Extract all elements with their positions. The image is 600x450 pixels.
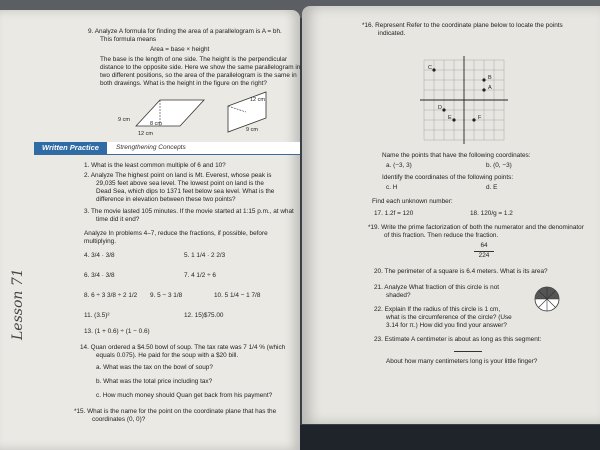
question-2-line-2: 29,035 feet above sea level. The lowest point on land is the (96, 180, 264, 187)
question-14c: c. How much money should Quan get back from his payment? (96, 392, 273, 399)
point-d (442, 108, 445, 111)
question-3-line-2: time did it end? (96, 216, 140, 223)
question-21-line-1: 21. Analyze What fraction of this circle is not (374, 284, 500, 291)
question-17: 17. 1.2f = 120 (374, 210, 414, 217)
question-18: 18. 120/g = 1.2 (470, 210, 513, 217)
identify-c: c. H (386, 184, 398, 191)
question-16-line-1: *16. Represent Refer to the coordinate plane below to locate the points (362, 22, 563, 29)
label-9cm-left: 9 cm (118, 117, 130, 123)
fraction-numerator: 64 (480, 242, 488, 249)
point-label-c: C (428, 65, 432, 71)
handwritten-margin-note: Lesson 71 (10, 268, 26, 340)
point-label-e: E (448, 115, 452, 121)
question-2-line-3: Dead Sea, which dips to 1371 feet below sea level. What is the (96, 188, 275, 195)
question-5: 5. 1 1/4 · 2 2/3 (184, 252, 226, 259)
problem-9-text-3: two different positions, so the area of the parallelogram is the same in (100, 72, 297, 79)
problem-9-line2: This formula means (100, 36, 157, 43)
question-23-line-1: 23. Estimate A centimeter is about as long as this segment: (374, 336, 542, 343)
problem-9-text-1: The base is the length of one side. The height is the perpendicular (100, 56, 288, 63)
centimeter-segment (454, 351, 482, 352)
question-22-line-2: what is the circumference of the circle? (Use (386, 314, 512, 321)
question-4: 4. 3/4 · 3/8 (84, 252, 115, 259)
name-points-instruction: Name the points that have the following coordinates: (382, 152, 531, 159)
question-6: 6. 3/4 · 3/8 (84, 272, 115, 279)
name-point-b: b. (0, −3) (486, 162, 512, 169)
question-14-line-2: equals 0.075). He paid for the soup with a $20 bill. (96, 352, 239, 359)
problem-9-text-2: distance to the opposite side. Here we show the same parallelogram in (100, 64, 300, 71)
point-f (472, 118, 475, 121)
question-10: 10. 5 1/4 − 1 7/8 (214, 292, 261, 299)
question-21-line-2: shaded? (386, 292, 411, 299)
point-label-b: B (488, 75, 492, 81)
point-e (452, 118, 455, 121)
question-7: 7. 4 1/2 ÷ 6 (184, 272, 216, 279)
question-2-line-4: difference in elevation between these two points? (96, 196, 236, 203)
question-23-line-2: About how many centimeters long is your little finger? (386, 358, 538, 365)
question-15-line-1: *15. What is the name for the point on the coordinate plane that has the (74, 408, 277, 415)
left-page (0, 10, 300, 450)
section-subtitle: Strengthening Concepts (116, 144, 186, 151)
parallelogram-left (136, 100, 204, 126)
label-9cm-right: 9 cm (246, 127, 258, 133)
label-12cm-left: 12 cm (138, 131, 153, 137)
question-9: 9. 5 − 3 1/8 (150, 292, 183, 299)
question-2-line-1: 2. Analyze The highest point on land is Mt. Everest, whose peak is (84, 172, 272, 179)
question-3-line-1: 3. The movie lasted 105 minutes. If the movie started at 1:15 p.m., at what (84, 208, 294, 215)
problem-9-text-4: both drawings. What is the height in the figure on the right? (100, 80, 267, 87)
problems-4-7-instructions-2: multiplying. (84, 238, 116, 245)
question-16-line-2: indicated. (378, 30, 406, 37)
question-19-line-2: of this fraction. Then reduce the fraction. (384, 232, 499, 239)
point-c (432, 68, 435, 71)
point-label-f: F (478, 115, 482, 121)
question-22-line-1: 22. Explain If the radius of this circle is 1 cm, (374, 306, 501, 313)
section-title: Written Practice (34, 142, 107, 154)
right-page (302, 6, 600, 424)
pie-circle-figure (532, 284, 562, 314)
question-20: 20. The perimeter of a square is 6.4 meters. What is its area? (374, 268, 548, 275)
question-11: 11. (3.5)² (84, 312, 110, 319)
question-8: 8. 6 ÷ 3 3/8 ÷ 2 1/2 (84, 292, 138, 299)
label-12cm-right: 12 cm (250, 97, 265, 103)
point-a (482, 88, 485, 91)
point-label-a: A (488, 85, 492, 91)
section-header (34, 142, 300, 155)
point-label-d: D (438, 105, 442, 111)
find-unknown-instruction: Find each unknown number: (372, 198, 453, 205)
question-22-line-3: 3.14 for π.) How did you find your answer? (386, 322, 507, 329)
problems-4-7-instructions: Analyze In problems 4–7, reduce the fractions, if possible, before (84, 230, 268, 237)
question-13: 13. (1 + 0.6) ÷ (1 − 0.6) (84, 328, 150, 335)
book-cover-edge (300, 425, 600, 450)
question-14b: b. What was the total price including tax? (96, 378, 213, 385)
label-8cm: 8 cm (150, 121, 162, 127)
area-formula: Area = base × height (150, 46, 210, 53)
question-12: 12. 15)$75.00 (184, 312, 224, 319)
question-15-line-2: coordinates (0, 0)? (92, 416, 146, 423)
question-19-line-1: *19. Write the prime factorization of both the numerator and the denominator (368, 224, 584, 231)
point-b (482, 78, 485, 81)
question-14a: a. What was the tax on the bowl of soup? (96, 364, 213, 371)
fraction-denominator: 224 (478, 252, 490, 259)
question-14-line-1: 14. Quan ordered a $4.50 bowl of soup. The tax rate was 7 1/4 % (which (80, 344, 286, 351)
name-point-a: a. (−3, 3) (386, 162, 412, 169)
problem-9-heading: 9. Analyze A formula for finding the area of a parallelogram is A = bh. (88, 28, 282, 35)
question-1: 1. What is the least common multiple of 6 and 10? (84, 162, 226, 169)
identify-d: d. E (486, 184, 498, 191)
identify-instruction: Identify the coordinates of the following points: (382, 174, 514, 181)
